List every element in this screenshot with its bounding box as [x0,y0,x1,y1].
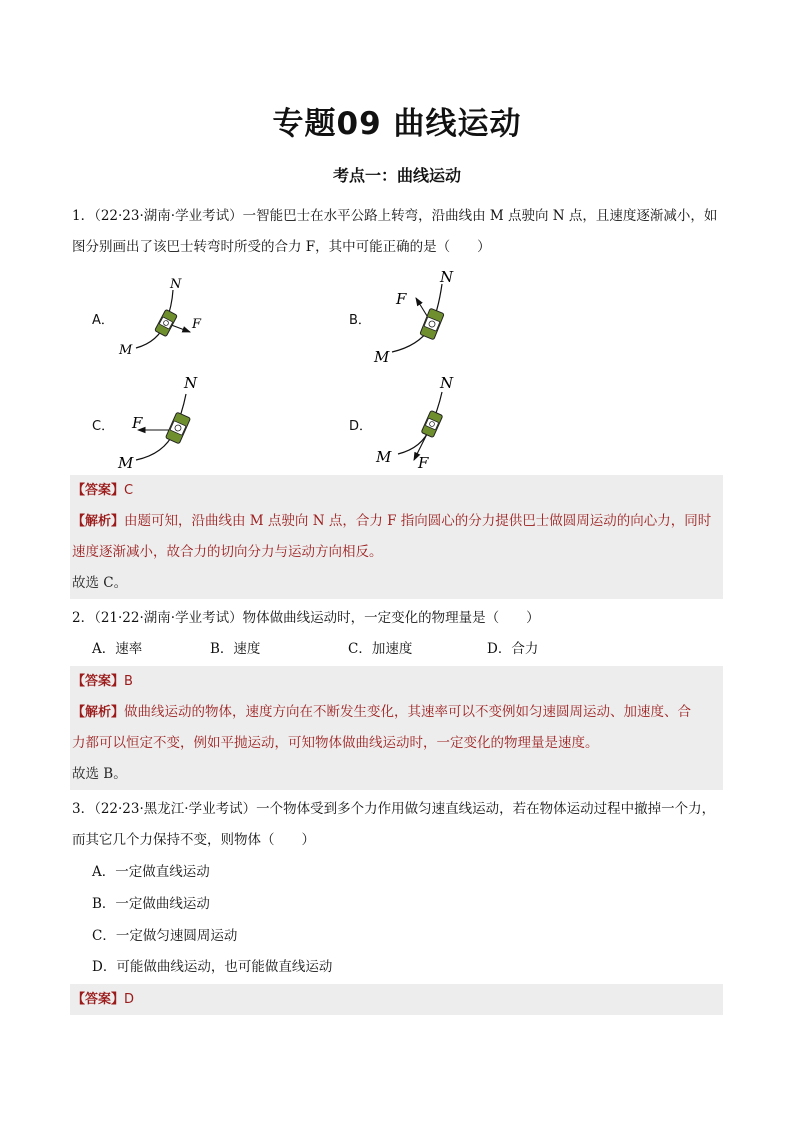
page-title: 专题09 曲线运动 [272,106,522,142]
bus-icon-d [421,410,443,437]
label-m-a: M [119,343,133,358]
question-3-choice-c: C．一定做匀速圆周运动 [92,928,238,944]
analysis-text-line1: 做曲线运动的物体，速度方向在不断发生变化，其速率可以不变例如匀速圆周运动、加速度、合 [124,704,692,720]
option-c-label: C． [92,419,115,434]
analysis-label: 【解析】 [72,705,125,720]
answer-label: 【答案】 [72,674,125,689]
question-3-answer-row [70,984,723,1015]
answer-value: C [124,483,134,498]
question-2-choice-d: D．合力 [487,641,539,657]
figure-c [112,372,212,472]
question-1-stem-line2: 图分别画出了该巴士转弯时所受的合力 F，其中可能正确的是（ ） [72,239,491,255]
question-3-answer-block [70,984,723,1015]
label-m-c: M [118,454,134,472]
question-3-choice-a: A．一定做直线运动 [92,864,210,880]
question-1-conclusion: 故选 C。 [72,575,128,591]
bus-icon-a [155,309,178,336]
question-2-choice-b: B．速度 [210,641,261,657]
question-2-answer-row [70,666,723,697]
answer-value: D [124,992,135,1007]
figure-b [370,264,470,370]
label-m-d: M [376,448,392,466]
label-f-b: F [396,290,407,308]
label-n-b: N [440,268,454,286]
analysis-label: 【解析】 [72,514,125,529]
bus-icon-c [165,412,190,444]
question-1-analysis-row [70,506,723,537]
option-a-label: A． [92,313,114,328]
analysis-text-line1: 由题可知，沿曲线由 M 点驶向 N 点，合力 F 指向圆心的分力提供巴士做圆周运动的向心力，同时 [124,513,712,529]
question-1-stem-line1: 1．（22·23·湖南·学业考试）一智能巴士在水平公路上转弯，沿曲线由 M 点驶向 N 点，且速度逐渐减小，如 [72,208,718,224]
question-2-stem: 2．（21·22·湖南·学业考试）物体做曲线运动时，一定变化的物理量是（ ） [72,610,540,626]
question-3-choice-b: B．一定做曲线运动 [92,896,210,912]
question-3-choice-d: D．可能做曲线运动，也可能做直线运动 [92,959,333,975]
label-f-c: F [132,414,143,432]
question-2-analysis-row [70,697,723,728]
option-b-label: B． [349,313,371,328]
question-2-choice-c: C．加速度 [348,641,413,657]
question-2-conclusion: 故选 B。 [72,766,127,782]
label-n-a: N [170,277,182,292]
label-n-d: N [440,374,454,392]
question-1-answer-block [70,475,723,599]
question-2-choice-a: A．速率 [92,641,143,657]
bus-icon-b [420,308,444,340]
label-n-c: N [184,374,198,392]
question-2-answer-block [70,666,723,790]
answer-label: 【答案】 [72,483,125,498]
figure-d [372,372,472,472]
question-1-answer-row [70,475,723,506]
option-d-label: D． [349,419,373,434]
question-3-stem [72,794,732,856]
question-1-stem [72,201,732,263]
label-f-d: F [418,454,429,472]
label-f-a: F [192,317,202,332]
question-3-stem-line1: 3．（22·23·黑龙江·学业考试）一个物体受到多个力作用做匀速直线运动，若在物体运动过程中撤掉一个力， [72,801,716,817]
analysis-text-line2: 力都可以恒定不变，例如平抛运动，可知物体做曲线运动时，一定变化的物理量是速度。 [72,735,599,751]
figure-a [110,272,220,362]
analysis-text-line2: 速度逐渐减小，故合力的切向分力与运动方向相反。 [72,544,383,560]
section-title: 考点一：曲线运动 [332,166,461,185]
label-m-b: M [374,348,390,366]
question-3-stem-line2: 而其它几个力保持不变，则物体（ ） [72,832,315,848]
answer-value: B [124,674,133,689]
answer-label: 【答案】 [72,992,125,1007]
